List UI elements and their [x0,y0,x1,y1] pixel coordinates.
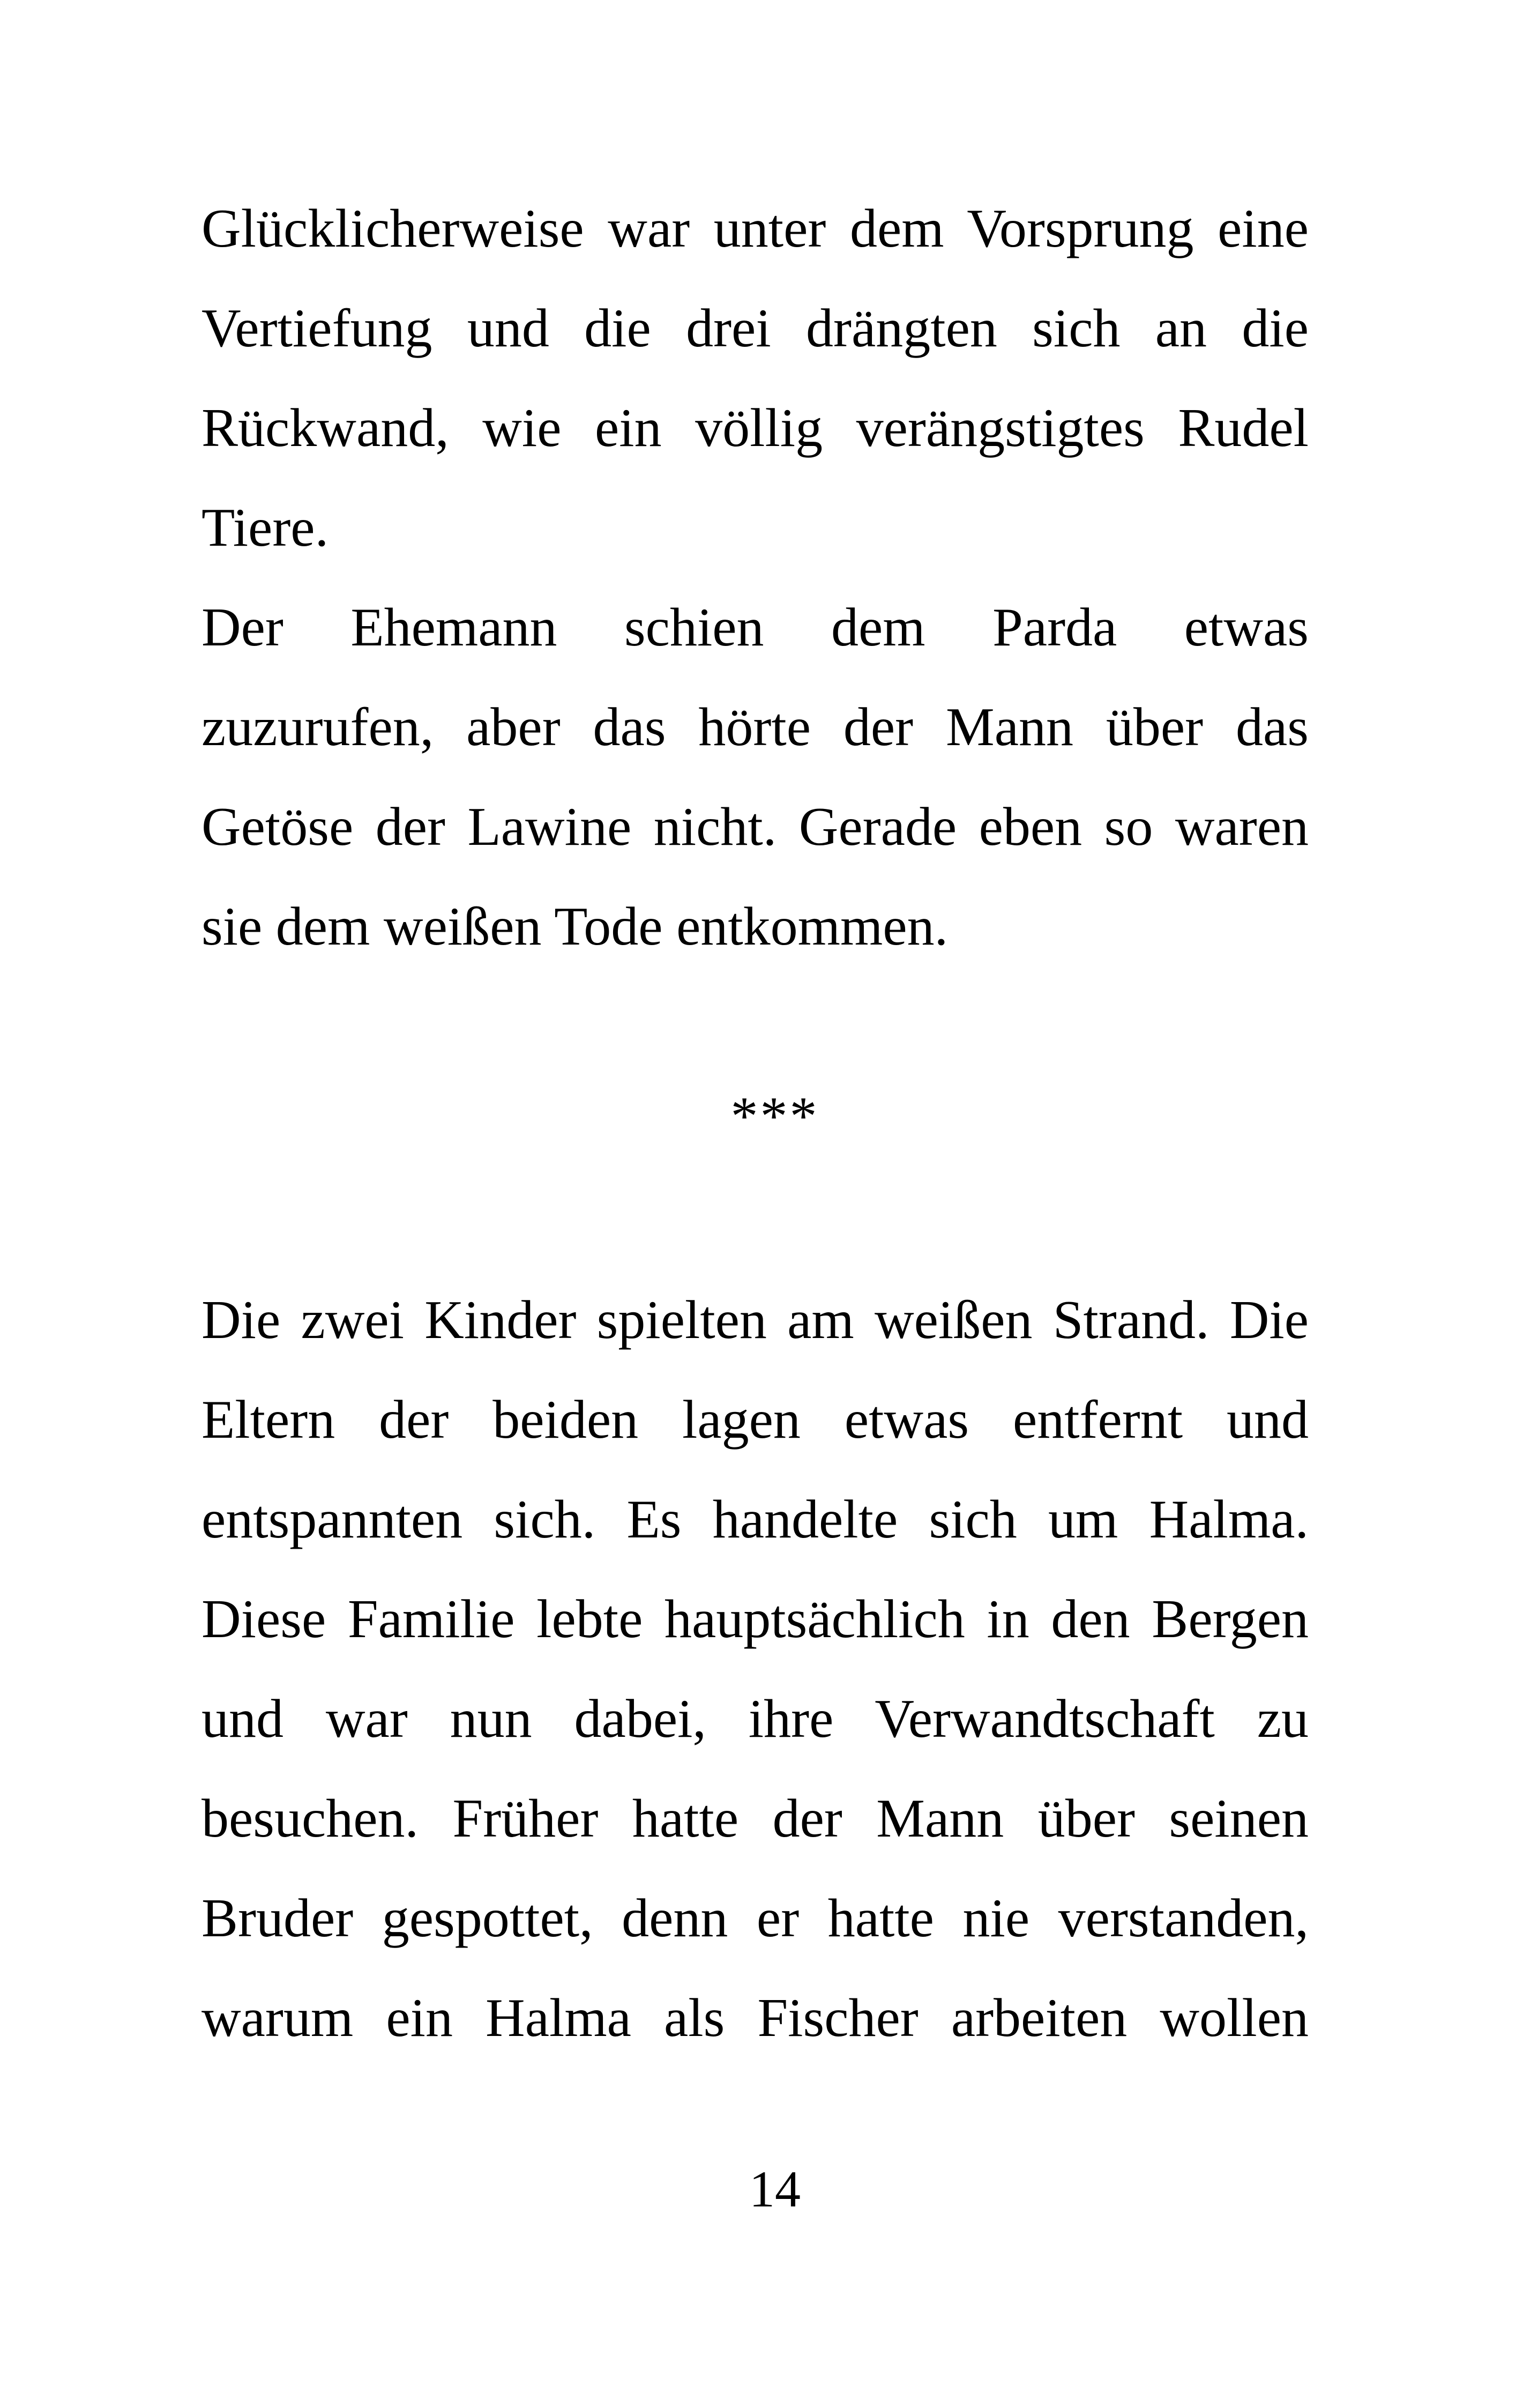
page-number: 14 [749,2160,801,2218]
text-line: Der Ehemann schien dem Parda etwas [201,597,1309,658]
text-line: Rückwand, wie ein völlig verängstigtes Rudel [201,398,1309,458]
text-line: Die zwei Kinder spielten am weißen Strand. Die [201,1290,1309,1350]
text-line: Diese Familie lebte hauptsächlich in den Bergen [201,1589,1309,1649]
paragraph-1 [201,179,1309,578]
text-line: Glücklicherweise war unter dem Vorsprung eine [201,198,1309,259]
text-block-upper [201,179,1309,977]
text-line: Vertiefung und die drei drängten sich an die [201,298,1309,359]
text-line: Eltern der beiden lagen etwas entfernt und [201,1389,1309,1450]
text-block-lower [201,1270,1309,2068]
text-line: warum ein Halma als Fischer arbeiten wollen [201,1988,1309,2048]
text-line: entspannten sich. Es handelte sich um Halma. [201,1489,1309,1550]
text-line: zuzurufen, aber das hörte der Mann über das [201,697,1309,757]
paragraph-3 [201,1270,1309,2068]
paragraph-2 [201,578,1309,977]
text-line: sie dem weißen Tode entkommen. [201,896,949,957]
text-line: und war nun dabei, ihre Verwandtschaft zu [201,1689,1309,1749]
text-line: besuchen. Früher hatte der Mann über seinen [201,1788,1309,1849]
text-line: Getöse der Lawine nicht. Gerade eben so waren [201,797,1309,857]
scene-separator: *** [730,1086,819,1147]
text-line: Bruder gespottet, denn er hatte nie verstanden, [201,1888,1309,1949]
text-line: Tiere. [201,497,329,558]
